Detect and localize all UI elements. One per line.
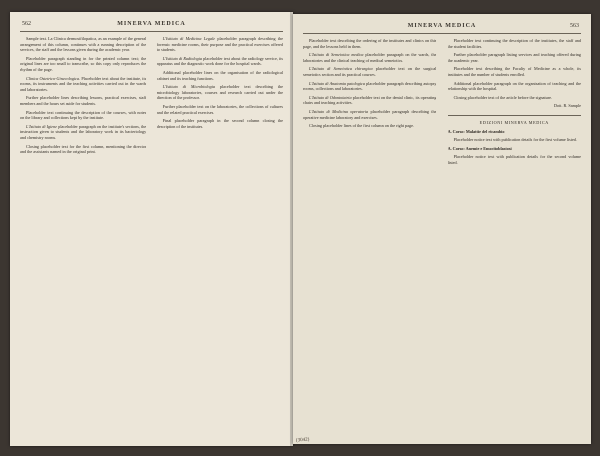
left-col-b-paragraph <box>157 56 283 67</box>
right-col-a-paragraph-lead: L'Istituto di Semeiotica medica <box>309 52 366 58</box>
left-col-b-paragraph-lead: L'Istituto di Radiologia <box>162 55 204 61</box>
left-col-a-paragraph-text: Placeholder text continuing the description of the courses, with notes on the library and collections kept by the institute. <box>20 109 147 121</box>
left-col-a-paragraph <box>20 76 146 93</box>
left-columns <box>20 36 283 436</box>
left-col-b-paragraph <box>157 104 283 115</box>
right-col-a-paragraph-lead: L'Istituto di Medicina operatoria <box>309 108 371 114</box>
publisher-section-title: EDIZIONI MINERVA MEDICA <box>479 119 549 125</box>
left-col-a-paragraph-lead: L'Istituto di Igiene <box>26 123 59 129</box>
left-col-a-paragraph <box>20 95 146 106</box>
right-col-b-paragraph <box>448 81 581 92</box>
right-col-a-paragraph <box>303 123 436 129</box>
left-col-a-paragraph <box>20 144 146 155</box>
right-col-a-paragraph-text: Closing placeholder lines of the first column on the right page. <box>309 123 415 129</box>
left-col-b-paragraph-text: placeholder paragraph describing the forensic medicine rooms, their purpose and the practical exercises offered to students. <box>156 36 283 53</box>
right-col-b-paragraph-text: Placeholder text continuing the description of the institutes, the staff and the student facilities. <box>447 38 581 49</box>
left-col-b-paragraph <box>157 70 283 81</box>
right-col-a-paragraph-text: Placeholder text describing the ordering of the institutes and clinics on this page, and the lessons held in them. <box>303 38 437 49</box>
notice-heading-1: A. Corso: Malattie del ricambio <box>447 128 505 134</box>
right-page <box>293 14 591 444</box>
right-column-a <box>303 38 436 434</box>
right-col-a-paragraph-lead: L'Istituto di Odontoiatria <box>309 94 353 100</box>
left-col-b-paragraph <box>157 36 283 53</box>
right-col-a-paragraph-text: placeholder text on the dental clinic, its operating chairs and teaching activities. <box>303 94 437 106</box>
left-col-b-paragraph <box>157 84 283 101</box>
right-col-a-paragraph <box>303 66 436 77</box>
left-col-a-paragraph-text: Placeholder text about the institute, its rooms, its instruments and the teaching activities carried out in the wards and laboratories. <box>20 75 147 92</box>
right-col-a-paragraph-lead: L'Istituto di Semeiotica chirurgica <box>309 66 376 72</box>
left-col-a-paragraph-text: Sample text. La Clinica dermosifilopatica, as an example of the general arrangement of this column, continues with a running description of the services, the staff and the lessons given during the academic year. <box>20 36 147 53</box>
right-col-a-paragraph <box>303 52 436 63</box>
right-col-b-paragraph-text: Additional placeholder paragraph on the organisation of teaching and the relationship with the hospital. <box>447 80 581 92</box>
left-col-a-paragraph <box>20 124 146 141</box>
left-col-b-paragraph-lead: L'Istituto di Medicina Legale <box>162 36 218 41</box>
right-col-b-paragraph <box>448 95 581 101</box>
right-page-number: 563 <box>570 23 579 29</box>
left-col-a-paragraph-text: Further placeholder lines describing lessons, practical exercises, staff members and the hours set aside for students. <box>20 95 147 106</box>
left-col-b-paragraph-text: placeholder text describing the microbiology laboratories, courses and research carried out under the direction of the professor. <box>156 84 283 101</box>
left-col-a-paragraph <box>20 110 146 121</box>
left-col-b-paragraph-lead: L'Istituto di Microbiologia <box>162 84 220 90</box>
right-col-b-paragraph-text: Closing placeholder text of the article before the signature. <box>453 94 553 100</box>
right-col-a-paragraph <box>303 38 436 49</box>
left-col-a-paragraph-lead: Clinica Ostetrico-Ginecologica. <box>26 75 82 81</box>
right-col-b-paragraph <box>448 52 581 63</box>
section-divider <box>448 115 581 116</box>
right-col-a-paragraph-text: placeholder paragraph describing autopsy rooms, collections and laboratories. <box>303 80 437 92</box>
left-column-b <box>157 36 283 436</box>
left-col-a-paragraph <box>20 56 146 73</box>
right-col-b-paragraph <box>448 38 581 49</box>
left-col-b-paragraph-text: Final placeholder paragraph in the second column closing the description of the institutes. <box>156 118 283 129</box>
left-col-b-paragraph-text: Further placeholder text on the laboratories, the collections of cultures and the related practical exercises. <box>156 103 283 115</box>
left-page <box>10 12 293 446</box>
right-col-a-paragraph <box>303 81 436 92</box>
right-col-b-paragraph-text: Placeholder text describing the Faculty of Medicine as a whole, its institutes and the number of students enrolled. <box>447 66 581 77</box>
left-col-b-paragraph-text: placeholder text about the radiology service, its apparatus and the diagnostic work done for the hospital wards. <box>156 55 283 67</box>
left-col-a-paragraph-text: Closing placeholder text for the first column, mentioning the director and the assistants named in the original print. <box>20 143 147 155</box>
right-col-a-paragraph <box>303 95 436 106</box>
right-col-b-paragraph-text: Further placeholder paragraph listing services and teaching offered during the academic year. <box>447 52 581 63</box>
left-col-b-paragraph-text: Additional placeholder lines on the organisation of the radiological cabinet and its teaching functions. <box>156 69 283 81</box>
left-running-head <box>20 21 283 32</box>
right-column-b-body <box>448 38 581 100</box>
right-running-head <box>303 23 581 34</box>
article-signature: Dott. R. Sample <box>554 103 581 109</box>
left-col-a-paragraph-text: placeholder paragraph on the institute's sections, the instruction given to students and the laboratory work in its bacteriology and chemistry rooms. <box>20 123 147 140</box>
right-col-a-paragraph <box>303 109 436 120</box>
left-column-a <box>20 36 146 436</box>
left-page-number: 562 <box>22 21 31 27</box>
left-col-a-paragraph <box>20 36 146 53</box>
right-col-a-paragraph-text: placeholder text on the surgical semeiotics section and its practical courses. <box>303 66 437 77</box>
notice-text-1: Placeholder notice text with publication details for the first volume listed. <box>453 137 577 143</box>
right-col-a-paragraph-lead: L'Istituto di Anatomia patologica <box>309 80 367 86</box>
right-running-title: MINERVA MEDICA <box>407 23 477 29</box>
archive-stamp: (3042) <box>295 437 310 444</box>
right-col-b-paragraph <box>448 66 581 77</box>
right-column-b <box>448 38 581 434</box>
right-columns <box>303 38 581 434</box>
left-running-title: MINERVA MEDICA <box>117 21 186 27</box>
left-col-b-paragraph <box>157 118 283 129</box>
notice-heading-2: A. Corso: Anemie e Emocitoblastosi <box>447 145 512 151</box>
notice-text-2: Placeholder notice text with publication details for the second volume listed. <box>447 154 581 165</box>
right-col-a-paragraph-text: placeholder paragraph describing the operative medicine laboratory and exercises. <box>303 108 437 120</box>
left-col-a-paragraph-text: Placeholder paragraph standing in for the printed column text; the original lines are too small to transcribe, so this copy only reproduces the rhythm of the page. <box>20 55 147 72</box>
right-col-a-paragraph-text: placeholder paragraph on the wards, the laboratories and the clinical teaching of medical semeiotics. <box>303 52 437 63</box>
